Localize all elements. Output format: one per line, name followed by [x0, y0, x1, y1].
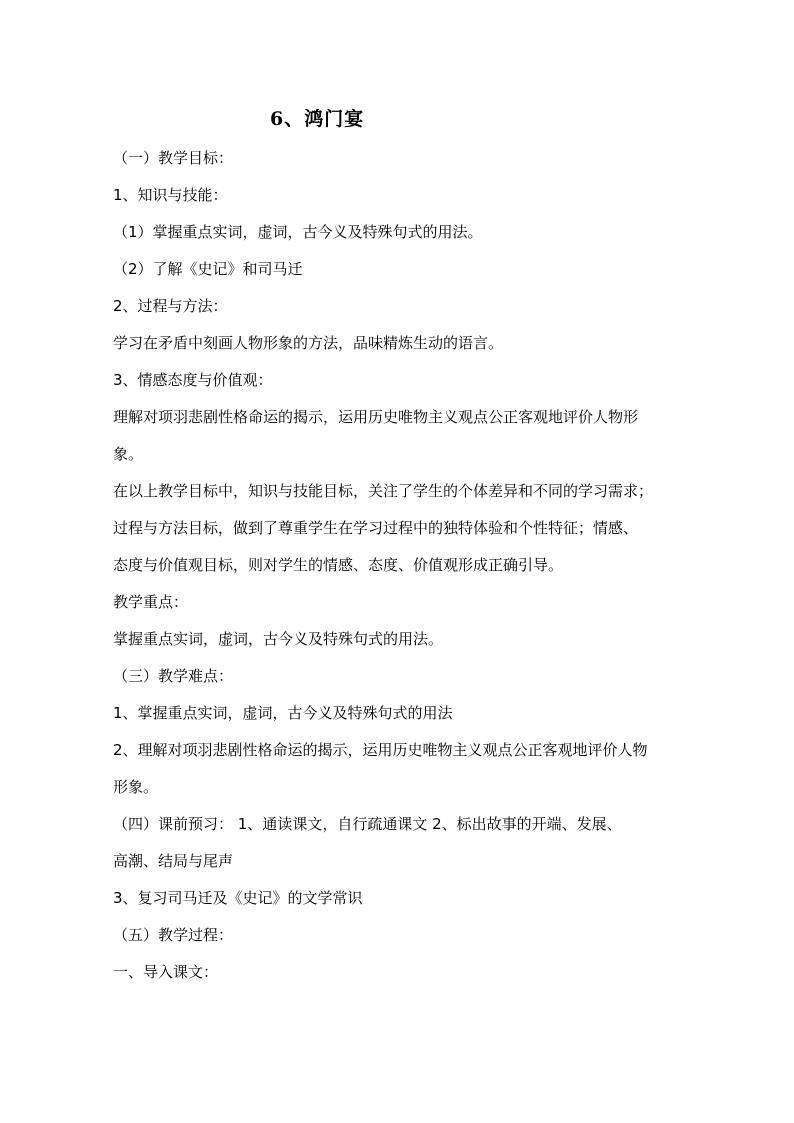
- difficulty-item-2-line-1: 2、理解对项羽悲剧性格命运的揭示，运用历史唯物主义观点公正客观地评价人物: [113, 741, 648, 759]
- document-title: 6、鸿门宴: [270, 108, 365, 130]
- heading-difficulties: （三）教学难点：: [113, 667, 234, 685]
- paragraph-process-method: 学习在矛盾中刻画人物形象的方法，品味精炼生动的语言。: [113, 334, 504, 352]
- objective-item-2: （2）了解《史记》和司马迁: [113, 260, 303, 278]
- paragraph-key-points: 掌握重点实词，虚词，古今义及特殊句式的用法。: [113, 630, 444, 648]
- difficulty-item-2-line-2: 形象。: [113, 778, 159, 796]
- difficulty-item-1: 1、掌握重点实词，虚词，古今义及特殊句式的用法: [113, 704, 453, 722]
- paragraph-summary-line-2: 过程与方法目标，做到了尊重学生在学习过程中的独特体验和个性特征；情感、: [113, 519, 639, 537]
- subheading-emotion-values: 3、情感态度与价值观：: [113, 371, 273, 389]
- heading-key-points: 教学重点：: [113, 593, 189, 611]
- preview-line-3: 3、复习司马迁及《史记》的文学常识: [113, 889, 363, 907]
- heading-teaching-objectives: （一）教学目标：: [113, 149, 234, 167]
- subheading-process-method: 2、过程与方法：: [113, 297, 228, 315]
- objective-item-1: （1）掌握重点实词，虚词，古今义及特殊句式的用法。: [113, 223, 483, 241]
- preview-line-1: （四）课前预习： 1、通读课文，自行疏通课文 2、标出故事的开端、发展、: [113, 815, 622, 833]
- subheading-knowledge-skills: 1、知识与技能：: [113, 186, 228, 204]
- heading-introduction: 一、导入课文：: [113, 963, 219, 981]
- paragraph-emotion-values-line-2: 象。: [113, 445, 144, 463]
- heading-teaching-process: （五）教学过程：: [113, 926, 234, 944]
- paragraph-summary-line-3: 态度与价值观目标，则对学生的情感、态度、价值观形成正确引导。: [113, 556, 564, 574]
- paragraph-summary-line-1: 在以上教学目标中，知识与技能目标，关注了学生的个体差异和不同的学习需求；: [113, 482, 654, 500]
- paragraph-emotion-values-line-1: 理解对项羽悲剧性格命运的揭示，运用历史唯物主义观点公正客观地评价人物形: [113, 408, 639, 426]
- preview-line-2: 高潮、结局与尾声: [113, 852, 234, 870]
- document-body: [113, 144, 685, 995]
